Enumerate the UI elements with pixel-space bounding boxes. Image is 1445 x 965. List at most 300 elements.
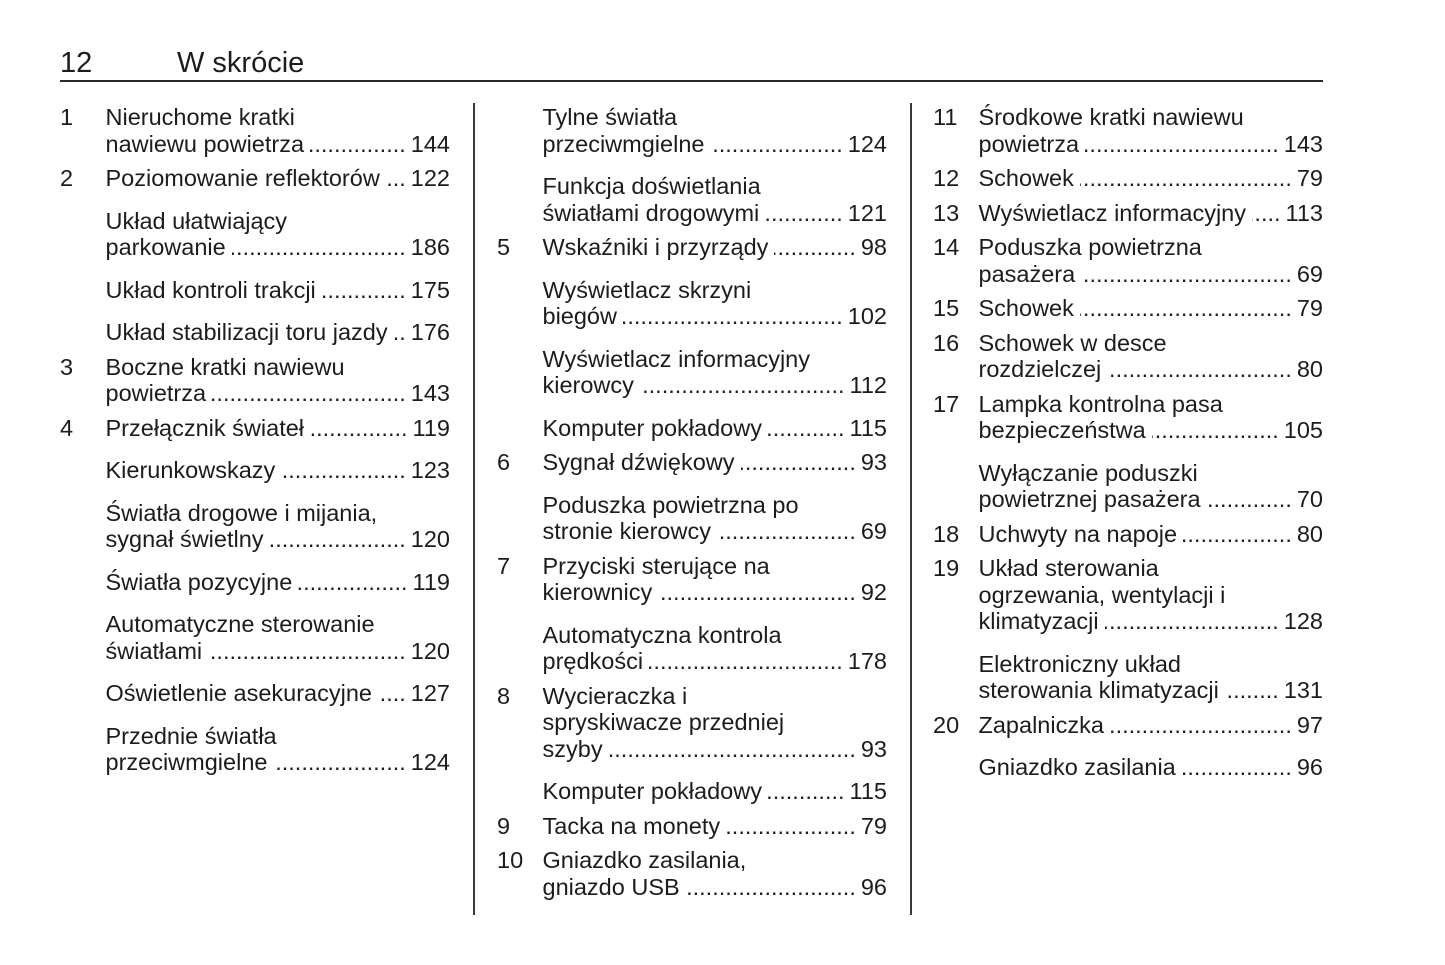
entry-number: 8 [497, 682, 511, 709]
entry-line: Układ sterowania [978, 555, 1159, 581]
entry-line: pasażera [978, 260, 1076, 287]
entry-last-line [979, 131, 1324, 158]
entry-text [543, 813, 888, 840]
entry-number: 11 [933, 104, 958, 130]
entry-page-number: 120 [410, 637, 450, 664]
toc-entry [60, 457, 450, 484]
entry-last-line [979, 677, 1324, 704]
entry-text [979, 460, 1324, 513]
entry-last-line [106, 457, 451, 484]
toc-entry [933, 521, 1323, 548]
entry-page-number: 93 [860, 735, 887, 762]
entry-line: Gniazdko zasilania [978, 754, 1176, 780]
entry-page-number: 115 [849, 414, 887, 441]
entry-text [543, 346, 888, 399]
entry-page-number: 93 [860, 449, 887, 475]
entry-line: Komputer pokładowy [542, 778, 762, 804]
entry-last-line [106, 526, 451, 553]
entry-page-number: 121 [847, 199, 887, 226]
entry-text [106, 723, 451, 776]
entry-text [106, 208, 451, 261]
toc-entry [60, 208, 450, 261]
toc-entry [60, 611, 450, 664]
entry-text [979, 104, 1324, 157]
entry-page-number: 128 [1283, 608, 1323, 634]
dot-leader [1110, 712, 1292, 739]
entry-number-spacer [60, 208, 106, 261]
dot-leader [774, 234, 855, 261]
entry-number-spacer [60, 277, 106, 304]
entry-text [106, 165, 451, 192]
entry-last-line [106, 131, 451, 158]
entry-line: Boczne kratki nawiewu [105, 353, 345, 380]
entry-text [543, 622, 888, 675]
entry-line: Układ kontroli trakcji [105, 276, 316, 303]
entry-line: biegów [542, 303, 617, 329]
entry-page-number: 80 [1296, 520, 1323, 547]
dot-leader [394, 319, 406, 346]
entry-page-number: 70 [1296, 486, 1323, 512]
entry-number: 13 [933, 199, 960, 226]
entry-last-line [979, 261, 1324, 288]
entry-text [979, 234, 1324, 287]
entry-line: światłami [105, 637, 203, 664]
entry-line: Schowek w desce [978, 329, 1167, 356]
dot-leader [322, 277, 406, 304]
entry-number-spacer [60, 611, 106, 664]
entry-number: 3 [60, 353, 74, 380]
entry-text [979, 712, 1324, 739]
toc-entry [933, 712, 1323, 739]
entry-line: Automatyczna kontrola [542, 621, 782, 648]
entry-last-line [543, 874, 888, 901]
entry-line: Schowek [978, 165, 1074, 191]
entry-number-spacer [60, 500, 106, 553]
entry-number: 18 [933, 520, 960, 547]
page-title: W skrócie [177, 47, 305, 79]
dot-leader [1080, 295, 1292, 322]
entry-page-number: 186 [410, 234, 450, 260]
entry-line: Uchwyty na napoje [978, 520, 1178, 547]
entry-line: Nieruchome kratki [105, 104, 295, 130]
entry-line: szyby [542, 735, 603, 762]
entry-last-line [979, 754, 1324, 781]
dot-leader [1105, 608, 1279, 635]
entry-last-line [106, 319, 451, 346]
toc-entry [933, 330, 1323, 383]
entry-number-spacer [497, 346, 543, 399]
toc-column-2 [497, 104, 887, 900]
toc-entry [497, 104, 887, 157]
entry-number: 9 [497, 812, 511, 839]
dot-leader [310, 131, 406, 158]
toc-entry [60, 319, 450, 346]
entry-last-line [543, 372, 888, 399]
entry-number-spacer [60, 680, 106, 707]
toc-entry [497, 415, 887, 442]
toc-entry [933, 754, 1323, 781]
entry-line: Schowek [978, 295, 1074, 321]
entry-page-number: 112 [849, 372, 887, 398]
entry-last-line [979, 608, 1324, 635]
entry-number: 4 [60, 414, 74, 441]
entry-page-number: 119 [412, 414, 450, 441]
entry-text [543, 415, 888, 442]
dot-leader [208, 638, 406, 665]
entry-text [543, 449, 888, 476]
entry-number: 15 [933, 295, 960, 321]
entry-text [106, 354, 451, 407]
entry-line: Funkcja doświetlania [542, 173, 761, 199]
dot-leader [1183, 521, 1292, 548]
dot-leader [717, 518, 856, 545]
entry-last-line [106, 380, 451, 407]
entry-line: ogrzewania, wentylacji i [978, 581, 1226, 608]
entry-line: światłami drogowymi [542, 199, 760, 226]
entry-text [106, 319, 451, 346]
entry-line: Poduszka powietrzna po [542, 491, 799, 518]
entry-text [979, 330, 1324, 383]
entry-number-spacer [60, 569, 106, 596]
entry-line: Światła pozycyjne [105, 568, 293, 595]
entry-number: 17 [933, 390, 960, 417]
entry-line: Automatyczne sterowanie [105, 611, 375, 637]
dot-leader [1085, 131, 1279, 158]
entry-line: Wyświetlacz informacyjny [978, 199, 1246, 226]
toc-entry [933, 104, 1323, 157]
entry-last-line [543, 200, 888, 227]
toc-entry [933, 234, 1323, 287]
entry-text [979, 391, 1324, 444]
entry-text [106, 569, 451, 596]
entry-text [106, 277, 451, 304]
entry-last-line [543, 579, 888, 606]
entry-line: Wyłączanie poduszki [978, 459, 1198, 486]
toc-entry [497, 683, 887, 763]
entry-line: Lampka kontrolna pasa [978, 390, 1223, 417]
entry-number: 1 [60, 104, 74, 130]
entry-text [106, 611, 451, 664]
dot-leader [1207, 486, 1292, 513]
entry-text [979, 754, 1324, 781]
entry-page-number: 79 [1296, 295, 1323, 321]
entry-line: Wycieraczka i [542, 682, 688, 709]
toc-entry [497, 449, 887, 476]
entry-text [543, 553, 888, 606]
entry-text [106, 415, 451, 442]
toc-entry [60, 104, 450, 157]
entry-page-number: 127 [410, 680, 450, 706]
entry-number: 14 [933, 234, 960, 260]
entry-number-spacer [60, 457, 106, 484]
entry-text [979, 200, 1324, 227]
entry-page-number: 92 [860, 579, 887, 605]
entry-line: Tylne światła [542, 104, 678, 130]
entry-line: parkowanie [105, 234, 226, 260]
entry-last-line [543, 415, 888, 442]
entry-number: 16 [933, 329, 960, 356]
entry-last-line [979, 295, 1324, 322]
dot-leader [273, 749, 405, 776]
toc-entry [497, 492, 887, 545]
entry-number-spacer [933, 651, 979, 704]
column-divider-2 [910, 103, 912, 915]
entry-line: sygnał świetlny [105, 526, 264, 552]
entry-number-spacer [60, 723, 106, 776]
toc-entry [60, 723, 450, 776]
entry-line: gniazdo USB [542, 873, 680, 900]
toc-entry [60, 415, 450, 442]
toc-entry [497, 173, 887, 226]
entry-page-number: 96 [860, 873, 887, 900]
dot-leader [310, 415, 408, 442]
entry-page-number: 144 [410, 130, 450, 157]
entry-number-spacer [497, 173, 543, 226]
page-number: 12 [60, 47, 93, 79]
entry-line: powietrznej pasażera [978, 486, 1201, 512]
entry-last-line [543, 234, 888, 261]
entry-page-number: 113 [1285, 199, 1323, 226]
entry-line: Wyświetlacz informacyjny [542, 345, 810, 372]
entry-number: 12 [933, 165, 960, 191]
entry-page-number: 176 [410, 319, 450, 345]
entry-page-number: 124 [410, 749, 450, 775]
toc-entry [497, 234, 887, 261]
entry-number-spacer [497, 415, 543, 442]
entry-page-number: 79 [860, 812, 887, 839]
entry-page-number: 102 [847, 303, 887, 329]
entry-page-number: 79 [1296, 165, 1323, 191]
entry-last-line [543, 303, 888, 330]
entry-line: Poduszka powietrzna [978, 234, 1202, 260]
entry-line: Układ stabilizacji toru jazdy [105, 319, 388, 345]
entry-line: nawiewu powietrza [105, 130, 305, 157]
entry-number: 7 [497, 552, 511, 579]
dot-leader [1080, 165, 1292, 192]
dot-leader [768, 415, 845, 442]
dot-leader [710, 131, 842, 158]
entry-number-spacer [60, 319, 106, 346]
entry-last-line [979, 200, 1324, 227]
entry-page-number: 69 [1296, 260, 1323, 287]
entry-page-number: 175 [410, 276, 450, 303]
entry-number-spacer [497, 277, 543, 330]
entry-line: powietrza [105, 380, 207, 406]
toc-entry [933, 391, 1323, 444]
entry-number: 5 [497, 234, 511, 260]
entry-number: 2 [60, 165, 74, 191]
toc-entry [497, 346, 887, 399]
toc-column-3 [933, 104, 1323, 781]
entry-line: Wyświetlacz skrzyni [542, 276, 752, 303]
entry-text [979, 295, 1324, 322]
entry-text [106, 104, 451, 157]
entry-line: Komputer pokładowy [542, 414, 762, 441]
entry-last-line [979, 521, 1324, 548]
entry-number-spacer [933, 754, 979, 781]
entry-page-number: 69 [860, 518, 887, 544]
entry-text [543, 778, 888, 805]
toc-entry [60, 569, 450, 596]
dot-leader [686, 874, 856, 901]
entry-page-number: 124 [847, 130, 887, 157]
dot-leader [386, 165, 406, 192]
entry-line: Poziomowanie reflektorów [105, 165, 380, 191]
toc-entry [497, 813, 887, 840]
header-rule [60, 80, 1323, 82]
entry-page-number: 123 [410, 457, 450, 483]
entry-text [979, 651, 1324, 704]
entry-number-spacer [497, 778, 543, 805]
toc-entry [933, 165, 1323, 192]
dot-leader [640, 372, 845, 399]
dot-leader [1225, 677, 1279, 704]
entry-line: stronie kierowcy [542, 518, 711, 544]
entry-number: 20 [933, 711, 960, 738]
entry-text [979, 521, 1324, 548]
entry-page-number: 122 [410, 165, 450, 191]
dot-leader [649, 648, 843, 675]
dot-leader [765, 200, 843, 227]
dot-leader [741, 449, 856, 476]
dot-leader [1152, 417, 1279, 444]
toc-entry [60, 354, 450, 407]
dot-leader [378, 680, 406, 707]
entry-line: Przełącznik świateł [105, 414, 305, 441]
entry-text [106, 680, 451, 707]
entry-line: Tacka na monety [542, 812, 721, 839]
dot-leader [726, 813, 856, 840]
toc-entry [933, 200, 1323, 227]
entry-last-line [543, 778, 888, 805]
entry-last-line [106, 749, 451, 776]
entry-last-line [106, 165, 451, 192]
dot-leader [1107, 356, 1292, 383]
entry-line: Sygnał dźwiękowy [542, 449, 735, 475]
entry-line: Układ ułatwiający [105, 207, 288, 234]
entry-line: Elektroniczny układ [978, 650, 1181, 677]
entry-number: 10 [497, 847, 524, 873]
toc-entry [60, 165, 450, 192]
entry-line: rozdzielczej [978, 356, 1102, 382]
entry-line: powietrza [978, 130, 1080, 157]
entry-line: przeciwmgielne [542, 130, 705, 157]
entry-text [979, 555, 1324, 635]
entry-last-line [106, 277, 451, 304]
entry-line: przeciwmgielne [105, 749, 268, 775]
dot-leader [1252, 200, 1281, 227]
entry-page-number: 105 [1283, 417, 1323, 443]
entry-line: prędkości [542, 648, 644, 674]
dot-leader [658, 579, 856, 606]
entry-text [543, 847, 888, 900]
entry-line: klimatyzacji [978, 608, 1099, 634]
entry-number-spacer [497, 492, 543, 545]
entry-last-line [543, 131, 888, 158]
toc-entry [497, 622, 887, 675]
entry-page-number: 98 [860, 234, 887, 260]
entry-page-number: 119 [412, 568, 450, 595]
entry-page-number: 178 [847, 648, 887, 674]
entry-line: kierowcy [542, 372, 634, 398]
entry-line: kierownicy [542, 579, 653, 605]
entry-text [979, 165, 1324, 192]
dot-leader [623, 303, 843, 330]
entry-last-line [979, 356, 1324, 383]
entry-last-line [106, 234, 451, 261]
entry-text [543, 173, 888, 226]
entry-number-spacer [497, 622, 543, 675]
entry-last-line [543, 736, 888, 763]
toc-entry [497, 778, 887, 805]
entry-text [543, 234, 888, 261]
entry-text [543, 104, 888, 157]
entry-page-number: 96 [1296, 754, 1323, 780]
entry-last-line [979, 712, 1324, 739]
dot-leader [609, 736, 856, 763]
entry-number: 19 [933, 555, 960, 581]
entry-last-line [543, 813, 888, 840]
entry-line: Gniazdko zasilania, [542, 847, 747, 873]
entry-line: Przyciski sterujące na [542, 552, 770, 579]
entry-text [106, 457, 451, 484]
entry-line: Przednie światła [105, 722, 277, 749]
entry-number-spacer [933, 460, 979, 513]
entry-line: Światła drogowe i mijania, [105, 499, 378, 526]
entry-number-spacer [497, 104, 543, 157]
toc-entry [60, 277, 450, 304]
entry-number: 6 [497, 449, 511, 475]
entry-last-line [543, 518, 888, 545]
entry-text [543, 683, 888, 763]
entry-page-number: 80 [1296, 356, 1323, 382]
entry-line: spryskiwacze przedniej [542, 709, 785, 735]
toc-entry [497, 553, 887, 606]
toc-entry [933, 651, 1323, 704]
entry-page-number: 97 [1296, 711, 1323, 738]
entry-line: Kierunkowskazy [105, 457, 276, 483]
toc-column-1 [60, 104, 450, 776]
dot-leader [768, 778, 845, 805]
entry-last-line [106, 638, 451, 665]
toc-entry [497, 847, 887, 900]
toc-entry [933, 555, 1323, 635]
toc-entry [60, 680, 450, 707]
entry-last-line [979, 486, 1324, 513]
entry-page-number: 115 [849, 778, 887, 804]
dot-leader [281, 457, 405, 484]
entry-text [543, 492, 888, 545]
dot-leader [232, 234, 406, 261]
dot-leader [212, 380, 406, 407]
toc-entry [497, 277, 887, 330]
dot-leader [270, 526, 406, 553]
dot-leader [298, 569, 407, 596]
entry-last-line [106, 569, 451, 596]
entry-text [543, 277, 888, 330]
entry-line: Oświetlenie asekuracyjne [105, 680, 372, 706]
entry-last-line [543, 449, 888, 476]
entry-last-line [979, 165, 1324, 192]
entry-text [106, 500, 451, 553]
toc-entry [60, 500, 450, 553]
entry-last-line [106, 415, 451, 442]
entry-page-number: 120 [410, 526, 450, 552]
toc-entry [933, 460, 1323, 513]
toc-entry [933, 295, 1323, 322]
entry-line: Wskaźniki i przyrządy [542, 234, 769, 260]
entry-last-line [543, 648, 888, 675]
